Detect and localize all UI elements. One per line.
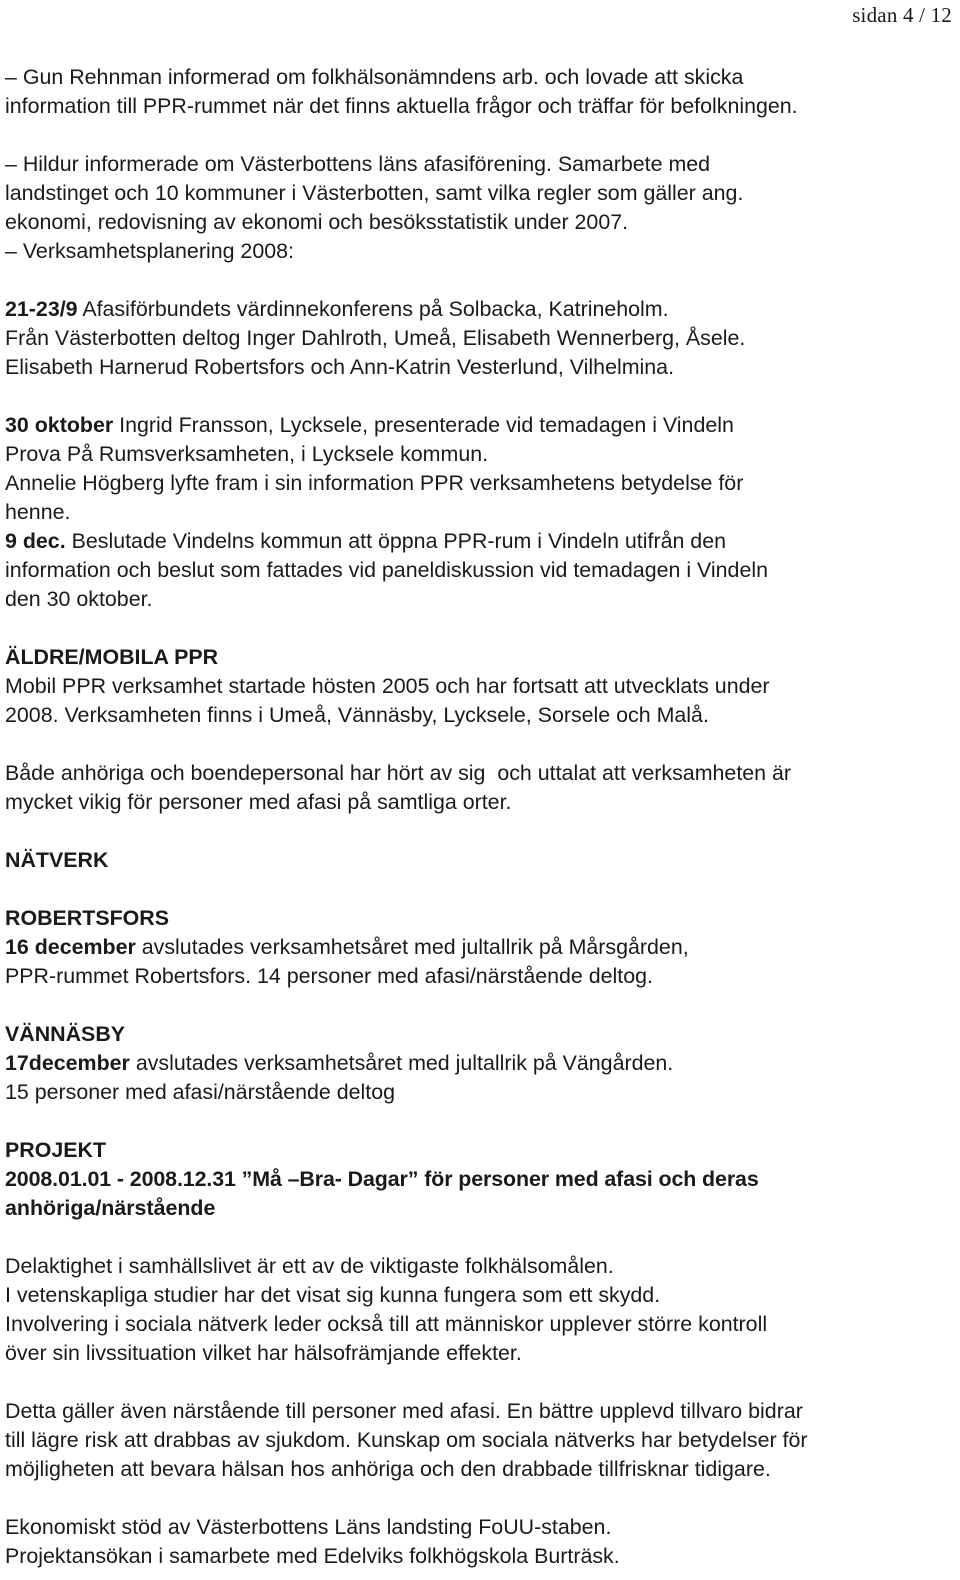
text-line xyxy=(5,933,955,962)
text-line: Från Västerbotten deltog Inger Dahlroth, Umeå, Elisabeth Wennerberg, Åsele. xyxy=(5,326,746,350)
text-line: Annelie Högberg lyfte fram i sin information PPR verksamhetens betydelse för xyxy=(5,471,744,495)
section-heading: NÄTVERK xyxy=(5,848,109,872)
text-line: Mobil PPR verksamhet startade hösten 2005 och har fortsatt att utvecklats under xyxy=(5,674,770,698)
page-number: sidan 4 / 12 xyxy=(852,3,952,27)
section-heading: ÄLDRE/MOBILA PPR xyxy=(5,645,219,669)
text-line: 2008. Verksamheten finns i Umeå, Vännäsby, Lycksele, Sorsele och Malå. xyxy=(5,703,709,727)
text-line: möjligheten att bevara hälsan hos anhöriga och den drabbade tillfrisknar tidigare. xyxy=(5,1457,771,1481)
text-line: information till PPR-rummet när det finns aktuella frågor och träffar för befolkningen. xyxy=(5,94,798,118)
text-line: Detta gäller även närstående till personer med afasi. En bättre upplevd tillvaro bidrar xyxy=(5,1399,803,1423)
text-line: över sin livssituation vilket har hälsofrämjande effekter. xyxy=(5,1341,522,1365)
date-label: 17december xyxy=(5,1051,130,1075)
text-line: I vetenskapliga studier har det visat sig kunna fungera som ett skydd. xyxy=(5,1283,661,1307)
section-heading: VÄNNÄSBY xyxy=(5,1022,126,1046)
text-line: den 30 oktober. xyxy=(5,587,153,611)
text-line: Involvering i sociala nätverk leder också till att människor upplever större kontroll xyxy=(5,1312,768,1336)
text-line xyxy=(5,295,955,324)
text-line: mycket vikig för personer med afasi på samtliga orter. xyxy=(5,790,512,814)
text-line: henne. xyxy=(5,500,71,524)
text-line: Prova På Rumsverksamheten, i Lycksele kommun. xyxy=(5,442,489,466)
date-label: 9 dec. xyxy=(5,529,66,553)
project-title: anhöriga/närstående xyxy=(5,1196,216,1220)
section-heading: PROJEKT xyxy=(5,1138,107,1162)
text-line: PPR-rummet Robertsfors. 14 personer med afasi/närstående deltog. xyxy=(5,964,653,988)
date-label: 16 december xyxy=(5,935,136,959)
text-fragment: Afasiförbundets värdinnekonferens på Solbacka, Katrineholm. xyxy=(82,297,669,321)
section-heading: ROBERTSFORS xyxy=(5,906,170,930)
text-fragment: Beslutade Vindelns kommun att öppna PPR-rum i Vindeln utifrån den xyxy=(71,529,726,553)
text-line: – Hildur informerade om Västerbottens läns afasiförening. Samarbete med xyxy=(5,152,711,176)
text-line xyxy=(5,1049,955,1078)
text-line xyxy=(5,527,955,556)
text-fragment: avslutades verksamhetsåret med jultallrik på Vängården. xyxy=(135,1051,674,1075)
text-line: till lägre risk att drabbas av sjukdom. Kunskap om sociala nätverks har betydelser för xyxy=(5,1428,808,1452)
text-line: Projektansökan i samarbete med Edelviks folkhögskola Burträsk. xyxy=(5,1544,620,1568)
text-line: 15 personer med afasi/närstående deltog xyxy=(5,1080,396,1104)
text-line: landstinget och 10 kommuner i Västerbotten, samt vilka regler som gäller ang. xyxy=(5,181,744,205)
text-line: ekonomi, redovisning av ekonomi och besöksstatistik under 2007. xyxy=(5,210,629,234)
text-line xyxy=(5,411,955,440)
text-line: – Verksamhetsplanering 2008: xyxy=(5,239,294,263)
text-line: Ekonomiskt stöd av Västerbottens Läns landsting FoUU-staben. xyxy=(5,1515,612,1539)
text-fragment: Ingrid Fransson, Lycksele, presenterade vid temadagen i Vindeln xyxy=(119,413,734,437)
text-line: Både anhöriga och boendepersonal har hört av sig och uttalat att verksamheten är xyxy=(5,761,792,785)
date-label: 30 oktober xyxy=(5,413,114,437)
text-fragment: avslutades verksamhetsåret med jultallrik på Mårsgården, xyxy=(141,935,689,959)
text-line: – Gun Rehnman informerad om folkhälsonämndens arb. och lovade att skicka xyxy=(5,65,744,89)
document-body xyxy=(5,63,955,1571)
text-line: Delaktighet i samhällslivet är ett av de viktigaste folkhälsomålen. xyxy=(5,1254,614,1278)
text-line: Elisabeth Harnerud Robertsfors och Ann-Katrin Vesterlund, Vilhelmina. xyxy=(5,355,675,379)
text-line: information och beslut som fattades vid paneldiskussion vid temadagen i Vindeln xyxy=(5,558,768,582)
date-label: 21-23/9 xyxy=(5,297,78,321)
project-title: 2008.01.01 - 2008.12.31 ”Må –Bra- Dagar” för personer med afasi och deras xyxy=(5,1167,759,1191)
